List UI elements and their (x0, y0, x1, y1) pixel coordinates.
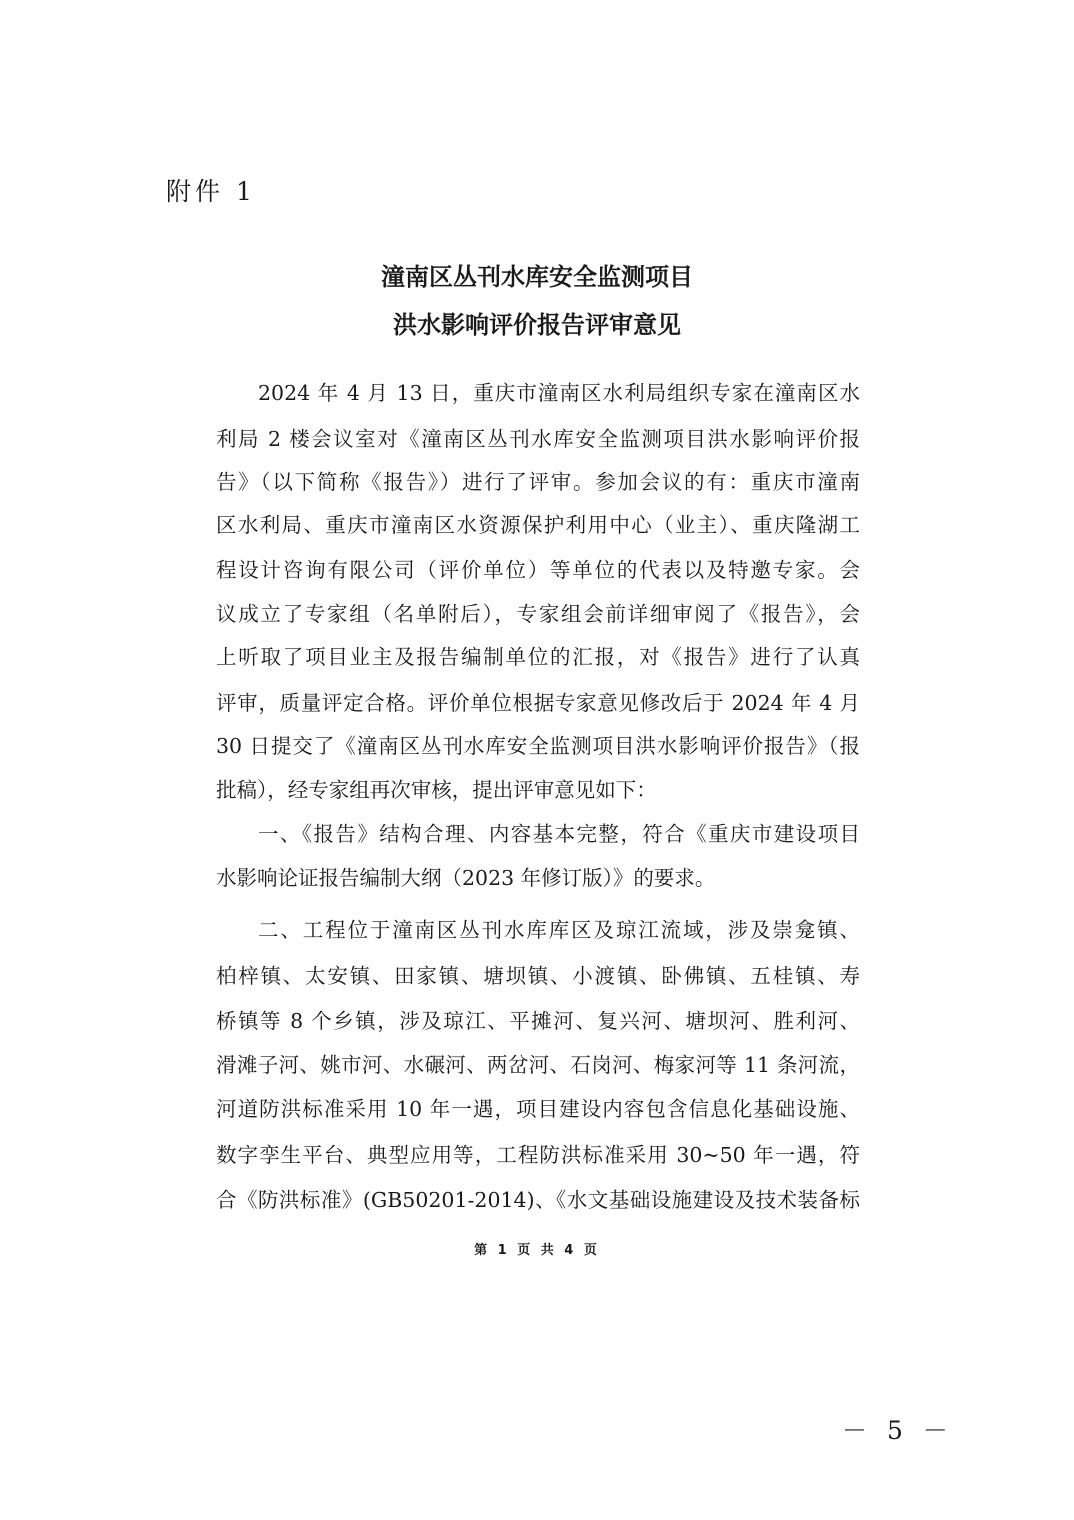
body-line: 议成立了专家组（名单附后），专家组会前详细审阅了《报告》，会 (216, 602, 860, 626)
page-number: － 5 － (842, 1416, 954, 1445)
body-line: 河道防洪标准采用 10 年一遇，项目建设内容包含信息化基础设施、 (216, 1097, 860, 1121)
body-line: 告》（以下简称《报告》）进行了评审。参加会议的有：重庆市潼南 (216, 470, 860, 494)
body-line: 利局 2 楼会议室对《潼南区丛刊水库安全监测项目洪水影响评价报 (216, 427, 860, 451)
body-line: 柏梓镇、太安镇、田家镇、塘坝镇、小渡镇、卧佛镇、五桂镇、寿 (216, 964, 860, 988)
body-line: 水影响论证报告编制大纲（2023 年修订版）》的要求。 (216, 866, 716, 890)
body-line: 合《防洪标准》(GB50201-2014)、《水文基础设施建设及技术装备标 (216, 1188, 860, 1212)
document-title-line-2: 洪水影响评价报告评审意见 (393, 311, 681, 339)
body-line: 数字孪生平台、典型应用等，工程防洪标准采用 30~50 年一遇，符 (216, 1143, 860, 1167)
body-line: 一、《报告》结构合理、内容基本完整，符合《重庆市建设项目 (258, 822, 860, 846)
body-line: 评审，质量评定合格。评价单位根据专家意见修改后于 2024 年 4 月 (216, 691, 860, 715)
document-title-line-1: 潼南区丛刊水库安全监测项目 (381, 263, 693, 291)
body-line: 滑滩子河、姚市河、水碾河、两岔河、石岗河、梅家河等 11 条河流， (216, 1053, 860, 1077)
body-line: 桥镇等 8 个乡镇，涉及琼江、平摊河、复兴河、塘坝河、胜利河、 (216, 1009, 860, 1033)
body-line: 2024 年 4 月 13 日，重庆市潼南区水利局组织专家在潼南区水 (258, 381, 860, 405)
page-of-total: 第 1 页 共 4 页 (474, 1243, 600, 1258)
body-line: 批稿），经专家组再次审核，提出评审意见如下： (216, 778, 657, 802)
body-line: 二、工程位于潼南区丛刊水库库区及琼江流域，涉及崇龛镇、 (258, 918, 860, 942)
body-line: 区水利局、重庆市潼南区水资源保护利用中心（业主）、重庆隆湖工 (216, 513, 860, 537)
body-line: 程设计咨询有限公司（评价单位）等单位的代表以及特邀专家。会 (216, 558, 860, 582)
attachment-label: 附件 1 (166, 177, 256, 206)
body-line: 上听取了项目业主及报告编制单位的汇报，对《报告》进行了认真 (216, 645, 860, 669)
body-line: 30 日提交了《潼南区丛刊水库安全监测项目洪水影响评价报告》（报 (216, 734, 860, 758)
